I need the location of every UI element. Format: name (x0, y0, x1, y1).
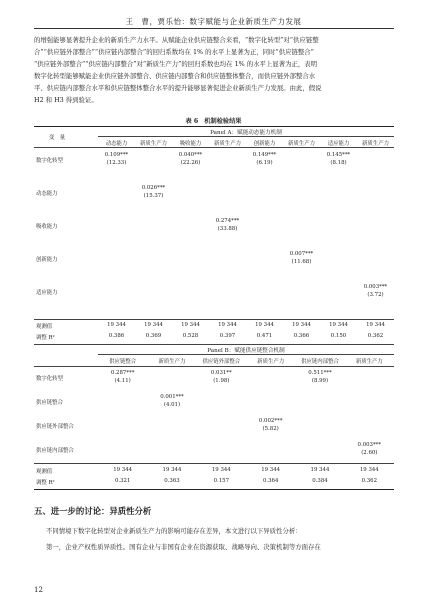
paragraph-line: 合”“供应链外部整合”“供应链内部整合”的回归系数均在 1% 的水平上显著为正，同时“供应链整合” (34, 48, 314, 56)
paragraph-line: H2 和 H3 得到验证。 (34, 96, 98, 104)
row-label: 供应链外部整合 (36, 424, 74, 430)
coefficient-value: 0.001*** (160, 394, 184, 400)
row-label: 供应链整合 (36, 400, 63, 406)
obs-value: 19 344 (310, 467, 330, 473)
r2-value: 0.366 (293, 333, 310, 339)
obs-value: 19 344 (211, 467, 231, 473)
column-header: 新质生产力 (158, 359, 186, 365)
r2-label: 调整 R² (36, 335, 55, 341)
panel-divider-rule (34, 344, 394, 345)
row-label: 动态能力 (36, 191, 58, 197)
column-header: 创新能力 (253, 141, 276, 147)
coefficient-value: 0.003*** (357, 442, 382, 448)
r2-value: 0.369 (145, 333, 162, 339)
t-statistic: (6.19) (256, 160, 273, 166)
r2-label: 调整 R² (36, 480, 55, 486)
coefficient-value: 0.007*** (289, 251, 314, 257)
r2-value: 0.157 (213, 478, 230, 484)
r2-value: 0.150 (330, 333, 347, 339)
obs-value: 19 344 (144, 322, 163, 328)
t-statistic: (3.72) (367, 292, 384, 298)
coefficient-value: 0.003*** (363, 284, 388, 290)
t-statistic: (4.01) (163, 402, 181, 408)
coefficient-value: 0.145*** (326, 152, 351, 158)
section-line: 第一，企业产权性质异质性。国有企业与非国有企业在资源获取、战略导向、决策机制等方面存在 (46, 543, 321, 551)
obs-label: 观测值 (36, 324, 53, 330)
paragraph-line: 数字化转型能够赋能企业供应链外部整合、供应链内部整合和供应链整体整合，而供应链外部整合水 (34, 72, 316, 80)
row-label: 适应能力 (36, 290, 58, 296)
r2-value: 0.384 (312, 478, 328, 484)
obs-value: 19 344 (255, 322, 274, 328)
obs-value: 19 344 (107, 322, 126, 328)
t-statistic: (2.60) (361, 450, 378, 456)
r2-value: 0.362 (367, 333, 384, 339)
page-number: 12 (34, 586, 43, 594)
section-line: 不同情境下数字化转型对企业新质生产力的影响可能存在差异，本文进行以下异质性分析： (46, 527, 302, 535)
r2-value: 0.528 (182, 333, 199, 339)
obs-value: 19 344 (366, 322, 385, 328)
t-statistic: (12.33) (106, 160, 127, 166)
r2-value: 0.397 (219, 333, 236, 339)
t-statistic: (8.99) (311, 378, 329, 384)
obs-value: 19 344 (181, 322, 200, 328)
r2-value: 0.321 (114, 478, 131, 484)
row-label: 数字化转型 (36, 376, 63, 382)
row-label: 吸收能力 (36, 224, 58, 230)
header-rule (34, 28, 394, 29)
coefficient-value: 0.287*** (110, 370, 135, 376)
t-statistic: (8.18) (330, 160, 347, 166)
obs-value: 19 344 (218, 322, 237, 328)
running-header: 王 曹，贾乐怡：数字赋能与企业新质生产力发展 (125, 17, 302, 26)
row-label: 供应链内部整合 (36, 448, 74, 454)
coefficient-value: 0.109*** (104, 152, 129, 158)
paragraph-line: “供应链外部整合”“供应链内部整合”对“新质生产力”的回归系数也均在 1% 的水平上显著为正，表明 (34, 60, 318, 68)
section-heading: 五、进一步的讨论：异质性分析 (34, 506, 152, 516)
panel-a-title: Panel A：赋能动态能力机制 (210, 130, 282, 136)
coefficient-value: 0.031** (210, 370, 232, 376)
table-top-rule (34, 126, 394, 127)
obs-value: 19 344 (113, 467, 133, 473)
row-label: 创新能力 (36, 257, 58, 263)
panel-a-header-rule (34, 147, 394, 148)
table-bottom-rule (34, 489, 394, 490)
panel-b-stats-rule (34, 463, 394, 464)
coefficient-value: 0.511*** (308, 370, 332, 376)
panel-b-title: Panel B：赋能供应链整合机制 (207, 348, 285, 354)
column-header: 新质生产力 (257, 359, 285, 365)
table-caption: 表 6 机制检验结果 (185, 118, 242, 125)
row-label: 数字化转型 (36, 158, 63, 164)
r2-value: 0.471 (256, 333, 273, 339)
coefficient-value: 0.274*** (215, 218, 240, 224)
r2-value: 0.364 (262, 478, 279, 484)
column-header: 新质生产力 (140, 141, 167, 147)
panel-b-title-rule (98, 354, 394, 355)
paragraph-line: 平、供应链内部整合水平和供应链整体整合水平的提升能够显著促进企业新质生产力发展。由此，假说 (34, 84, 322, 92)
coefficient-value: 0.149*** (252, 152, 277, 158)
column-header: 新质生产力 (214, 141, 241, 147)
column-header: 动态能力 (105, 141, 128, 147)
r2-value: 0.362 (361, 478, 378, 484)
t-statistic: (5.82) (262, 426, 279, 432)
obs-value: 19 344 (261, 467, 281, 473)
column-header: 适应能力 (327, 141, 350, 147)
t-statistic: (1.98) (213, 378, 230, 384)
obs-value: 19 344 (329, 322, 348, 328)
column-header: 吸收能力 (179, 141, 202, 147)
t-statistic: (15.37) (143, 193, 164, 199)
column-header: 供应链整合 (109, 359, 137, 365)
panel-a-stats-rule (34, 319, 394, 320)
r2-value: 0.363 (164, 478, 180, 484)
coefficient-value: 0.040*** (178, 152, 203, 158)
column-header: 供应链内部整合 (301, 359, 339, 365)
column-header: 新质生产力 (362, 141, 389, 147)
t-statistic: (22.26) (180, 160, 201, 166)
obs-value: 19 344 (162, 467, 182, 473)
r2-value: 0.386 (108, 333, 125, 339)
column-header: 新质生产力 (355, 359, 383, 365)
coefficient-value: 0.002*** (258, 418, 283, 424)
panel-b-header-rule (34, 366, 394, 367)
obs-value: 19 344 (292, 322, 311, 328)
panel-a-title-rule (98, 136, 394, 137)
obs-value: 19 344 (359, 467, 379, 473)
variable-header: 变 量 (48, 135, 66, 141)
t-statistic: (4.11) (114, 378, 131, 384)
t-statistic: (33.88) (217, 226, 238, 232)
column-header: 新质生产力 (288, 141, 315, 147)
obs-label: 观测值 (36, 469, 53, 475)
column-header: 供应链外部整合 (202, 359, 241, 365)
paragraph-line: 的增强能够显著提升企业的新质生产力水平。从赋能企业供应链整合来看，“数字化转型”对“供应链整 (34, 36, 319, 44)
coefficient-value: 0.026*** (141, 185, 166, 191)
t-statistic: (11.68) (291, 259, 312, 265)
